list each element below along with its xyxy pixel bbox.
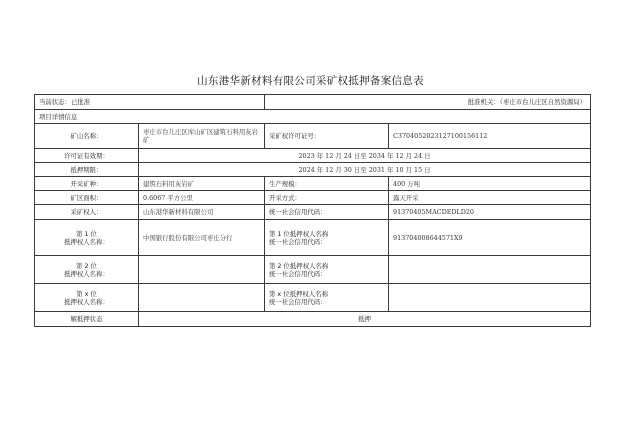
- mortgagee-row: [35, 220, 591, 256]
- mortgagee-name-caption: 抵押权人名称：: [64, 297, 109, 306]
- mortgagee-code-caption-1: 第 x 位抵押权人名称: [269, 289, 328, 298]
- mortgagee-code-value: [389, 284, 591, 312]
- mortgagee-code-caption-2: 统一社会信用代码：: [269, 297, 327, 306]
- method-value: 露天开采: [389, 191, 591, 205]
- owner-credit-value: 91370405MACDEDLD20: [389, 205, 591, 220]
- scale-label: 生产规模：: [265, 177, 389, 191]
- owner-value: 山东港华新材料有限公司: [139, 205, 265, 220]
- license-validity-label: 许可证有效期：: [35, 149, 139, 163]
- mortgage-period-label: 抵押期限：: [35, 163, 139, 177]
- mine-name-label: 矿山名称：: [35, 124, 139, 149]
- scale-value: 400 万吨: [389, 177, 591, 191]
- owner-row: [35, 205, 591, 220]
- mine-name-row: [35, 124, 591, 149]
- mortgagee-name-caption: 抵押权人名称：: [64, 237, 109, 246]
- mortgagee-label: [35, 220, 139, 256]
- owner-credit-label: 统一社会信用代码：: [265, 205, 389, 220]
- license-no-value: C3704052023127100156112: [389, 124, 591, 149]
- mortgagee-code-caption-1: 第 2 位抵押权人名称: [269, 261, 329, 270]
- mortgagee-label: [35, 256, 139, 284]
- mortgagee-ordinal: 第 1 位: [76, 229, 97, 238]
- mortgagee-value: [139, 284, 265, 312]
- mortgagee-ordinal: 第 x 位: [76, 289, 97, 298]
- release-status-value: 抵押: [139, 312, 591, 327]
- section-row: [35, 110, 591, 124]
- section-label: 项目详情信息: [35, 110, 591, 124]
- authority-value: （枣庄市台儿庄区自然资源局）: [499, 98, 587, 106]
- release-status-label: 解抵押状态: [35, 312, 139, 327]
- mortgagee-code-label: [265, 220, 389, 256]
- mortgagee-name-caption: 抵押权人名称：: [64, 269, 109, 278]
- mortgagee-label: [35, 284, 139, 312]
- license-validity-value: 2023 年 12 月 24 日至 2034 年 12 月 24 日: [139, 149, 591, 163]
- mortgagee-code-label: [265, 256, 389, 284]
- mineral-row: [35, 177, 591, 191]
- area-label: 矿区面积：: [35, 191, 139, 205]
- license-no-label: 采矿权许可证号：: [265, 124, 389, 149]
- mortgagee-code-value: 913704008644571X9: [389, 220, 591, 256]
- mortgagee-code-caption-2: 统一社会信用代码：: [269, 269, 327, 278]
- mortgage-period-value: 2024 年 12 月 30 日至 2031 年 10 月 15 日: [139, 163, 591, 177]
- mortgagee-code-caption-1: 第 1 位抵押权人名称: [269, 229, 329, 238]
- status-row: [35, 95, 591, 110]
- document-title: 山东港华新材料有限公司采矿权抵押备案信息表: [197, 75, 424, 87]
- mortgagee-value: 中国银行股份有限公司枣庄分行: [139, 220, 265, 256]
- mine-name-value: 枣庄市台儿庄区库山矿区建筑石料用灰岩矿: [139, 124, 265, 149]
- area-row: [35, 191, 591, 205]
- mortgage-period-row: [35, 163, 591, 177]
- mineral-value: 建筑石料用灰岩矿: [139, 177, 265, 191]
- mortgagee-code-value: [389, 256, 591, 284]
- mortgagee-code-label: [265, 284, 389, 312]
- mortgagee-row: [35, 256, 591, 284]
- mortgagee-ordinal: 第 2 位: [76, 261, 97, 270]
- authority-label: 批准机关：: [467, 98, 500, 106]
- mortgagee-value: [139, 256, 265, 284]
- release-status-row: [35, 312, 591, 327]
- mortgagee-row: [35, 284, 591, 312]
- license-validity-row: [35, 149, 591, 163]
- area-value: 0.6067 平方公里: [139, 191, 265, 205]
- mortgagee-code-caption-2: 统一社会信用代码：: [269, 237, 327, 246]
- authority-cell: [265, 95, 591, 110]
- mineral-label: 开采矿种：: [35, 177, 139, 191]
- status-cell: [35, 95, 265, 110]
- owner-label: 采矿权人：: [35, 205, 139, 220]
- mortgage-record-table: [34, 94, 591, 327]
- method-label: 开采方式：: [265, 191, 389, 205]
- status-label: 当前状态：: [39, 98, 71, 106]
- status-value: 已批准: [70, 98, 91, 106]
